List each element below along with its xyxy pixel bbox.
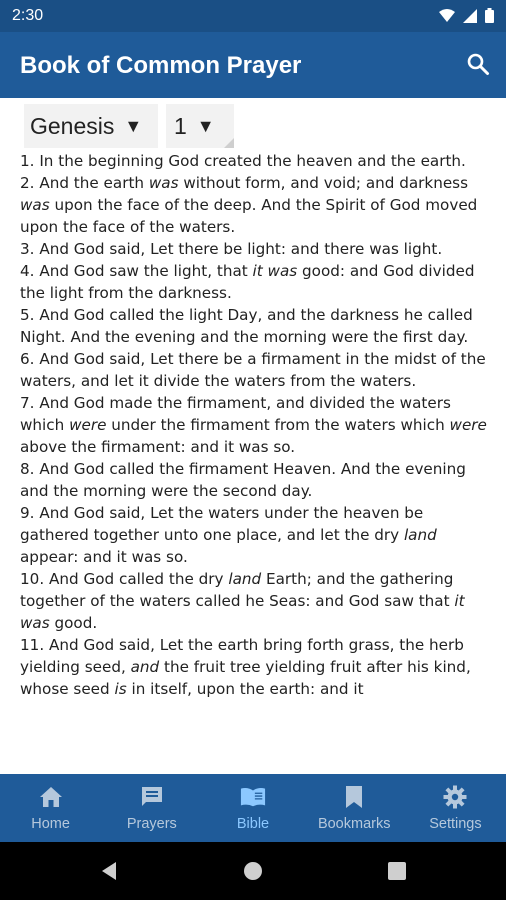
- dropdown-arrow-icon: ▼: [196, 115, 215, 136]
- verse: [20, 150, 490, 172]
- verse: [20, 304, 490, 348]
- square-recents-icon: [388, 862, 406, 880]
- dropdown-corner-marker: [224, 138, 234, 148]
- verse-text: without form, and void; and darkness: [178, 174, 468, 192]
- verse-text: 1. In the beginning God created the heaven and the earth.: [20, 152, 466, 170]
- verse-italic-text: it was: [20, 592, 465, 632]
- status-bar: [0, 0, 506, 32]
- nav-item-settings[interactable]: [405, 774, 506, 842]
- book-dropdown-value: Genesis: [30, 112, 115, 139]
- verse: [20, 238, 490, 260]
- verse: [20, 634, 490, 700]
- verse-text: upon the face of the deep. And the Spirit of God moved upon the face of the waters.: [20, 196, 478, 236]
- verse-italic-text: were: [69, 416, 107, 434]
- battery-icon: [485, 8, 494, 23]
- verse-text: above the firmament: and it was so.: [20, 438, 296, 456]
- chapter-dropdown-value: 1: [174, 112, 187, 139]
- back-icon: [100, 861, 118, 881]
- verse: [20, 260, 490, 304]
- book-dropdown[interactable]: [24, 104, 158, 148]
- app-bar: [0, 32, 506, 98]
- status-time: 2:30: [12, 7, 44, 24]
- verse-italic-text: it was: [252, 262, 298, 280]
- book-icon: [240, 784, 266, 810]
- verse-italic-text: was: [20, 196, 50, 214]
- gear-icon: [442, 784, 468, 810]
- verse: [20, 502, 490, 568]
- nav-label: Bookmarks: [317, 816, 391, 832]
- search-icon: [466, 52, 490, 76]
- verse-text: good.: [49, 614, 98, 632]
- chat-icon: [139, 784, 165, 810]
- chapter-dropdown[interactable]: [166, 104, 234, 148]
- verse-text: appear: and it was so.: [20, 548, 188, 566]
- verse-text: under the firmament from the waters which: [106, 416, 450, 434]
- verse: [20, 348, 490, 392]
- bottom-navigation: [0, 774, 506, 842]
- verse-italic-text: land: [228, 570, 262, 588]
- verse-text: the fruit tree yielding fruit after his kind, whose seed: [20, 658, 471, 698]
- verse: [20, 392, 490, 458]
- verse: [20, 568, 490, 634]
- home-system-button[interactable]: [241, 859, 265, 883]
- verse-text: 6. And God said, Let there be a firmament in the midst of the waters, and let it divide the waters from the waters.: [20, 350, 486, 390]
- verse-text: 7. And God made the firmament, and divided the waters which: [20, 394, 451, 434]
- nav-label: Prayers: [126, 816, 177, 832]
- home-icon: [38, 784, 64, 810]
- nav-label: Settings: [429, 816, 482, 832]
- bible-text-content[interactable]: [20, 150, 490, 774]
- recents-button[interactable]: [385, 859, 409, 883]
- verse-text: 8. And God called the firmament Heaven. And the evening and the morning were the second day.: [20, 460, 466, 500]
- nav-item-bible[interactable]: [202, 774, 303, 842]
- status-icons: [439, 8, 494, 23]
- verse-text: Earth; and the gathering together of the waters called he Seas: and God saw that: [20, 570, 455, 610]
- verse-text: good: and God divided the light from the darkness.: [20, 262, 475, 302]
- verse-italic-text: was: [148, 174, 179, 192]
- search-button[interactable]: [464, 50, 492, 78]
- app-title: Book of Common Prayer: [20, 52, 302, 79]
- dropdown-arrow-icon: ▼: [124, 115, 143, 136]
- nav-item-bookmarks[interactable]: [304, 774, 405, 842]
- signal-icon: [463, 9, 477, 23]
- verse-text: 11. And God said, Let the earth bring forth grass, the herb yielding seed,: [20, 636, 464, 676]
- bookmark-icon: [341, 784, 367, 810]
- verse-italic-text: is: [114, 680, 127, 698]
- verse-italic-text: and: [130, 658, 160, 676]
- verse-text: 3. And God said, Let there be light: and there was light.: [20, 240, 443, 258]
- wifi-icon: [439, 9, 455, 23]
- verse-italic-text: were: [449, 416, 487, 434]
- verse-text: 10. And God called the dry: [20, 570, 229, 588]
- nav-label: Home: [31, 816, 70, 832]
- nav-label: Bible: [236, 816, 270, 832]
- chapter-selector-row: [0, 98, 506, 150]
- verse-italic-text: land: [403, 526, 437, 544]
- back-button[interactable]: [97, 859, 121, 883]
- nav-item-prayers[interactable]: [101, 774, 202, 842]
- verse-text: 2. And the earth: [20, 174, 149, 192]
- verse-text: 5. And God called the light Day, and the darkness he called Night. And the evening and the morning were the first day.: [20, 306, 473, 346]
- system-navigation-bar: [0, 842, 506, 900]
- verse: [20, 458, 490, 502]
- nav-item-home[interactable]: [0, 774, 101, 842]
- verse: [20, 172, 490, 238]
- circle-home-icon: [243, 861, 263, 881]
- verse-text: 4. And God saw the light, that: [20, 262, 253, 280]
- verse-text: 9. And God said, Let the waters under the heaven be gathered together unto one place, and let the dry: [20, 504, 424, 544]
- verse-text: in itself, upon the earth: and it: [126, 680, 364, 698]
